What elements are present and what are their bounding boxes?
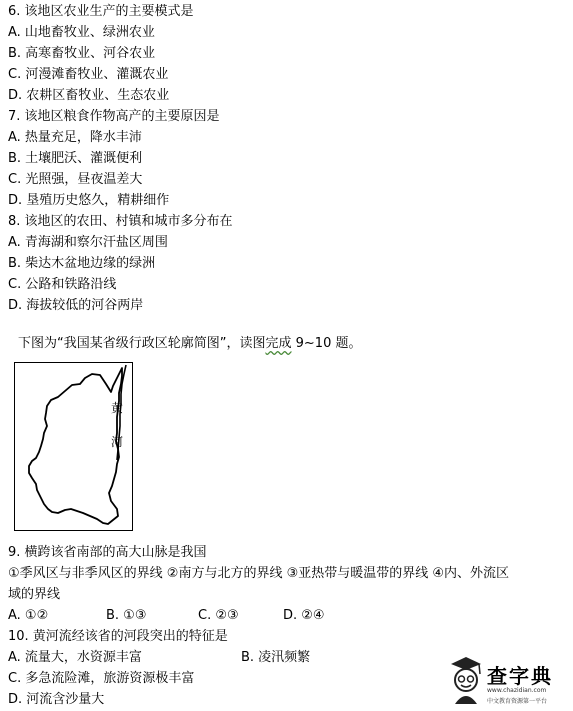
option-c: C. 光照强，昼夜温差大 [8,172,143,187]
option-d: D. 垦殖历史悠久，精耕细作 [8,193,170,208]
option-d: D. ②④ [283,608,325,623]
question-stem: 6. 该地区农业生产的主要模式是 [8,4,194,19]
option-d: D. 农耕区畜牧业、生态农业 [8,88,170,103]
question-stem: 9. 横跨该省南部的高大山脉是我国 [8,545,207,560]
option-b: B. 土壤肥沃、灌溉便利 [8,151,143,166]
intro-before: 下图为“我国某省级行政区轮廓简图”，读图 [18,336,266,351]
choice-statements-cont: 域的界线 [8,587,61,602]
option-a: A. 山地畜牧业、绿洲农业 [8,25,155,40]
logo-slogan: 中文教育资源第一平台 [487,698,548,705]
option-c: C. 多急流险滩，旅游资源极丰富 [8,671,195,686]
option-a: A. 流量大，水资源丰富 [8,650,142,665]
intro-after: 9~10 题。 [291,336,362,351]
river-label-1: 黄 [110,401,124,415]
logo-name: 查字典 [487,664,553,688]
option-c: C. 公路和铁路沿线 [8,277,117,292]
question-stem: 8. 该地区的农田、村镇和城市多分布在 [8,214,233,229]
option-c: C. 河漫滩畜牧业、灌溉农业 [8,67,169,82]
question-stem: 7. 该地区粮食作物高产的主要原因是 [8,109,220,124]
intro-underlined: 完成 [265,336,292,351]
option-b: B. 柴达木盆地边缘的绿洲 [8,256,156,271]
option-b: B. 高寒畜牧业、河谷农业 [8,46,156,61]
intro-text [18,335,361,353]
logo-url: www.chazidian.com [487,687,547,694]
river-label-2: 河 [110,435,124,449]
option-b: B. ①③ [106,608,147,623]
province-outline-map [14,362,133,531]
option-a: A. ①② [8,608,49,623]
option-c: C. ②③ [198,608,239,623]
chazidian-logo [447,654,567,708]
choice-statements: ①季风区与非季风区的界线 ②南方与北方的界线 ③亚热带与暖温带的界线 ④内、外流区 [8,566,510,581]
option-d: D. 海拔较低的河谷两岸 [8,298,144,313]
question-stem: 10. 黄河流经该省的河段突出的特征是 [8,629,228,644]
mascot-icon [447,654,485,706]
option-d: D. 河流含沙量大 [8,692,105,707]
option-a: A. 热量充足，降水丰沛 [8,130,142,145]
option-a: A. 青海湖和察尔汗盐区周围 [8,235,168,250]
option-b: B. 凌汛频繁 [241,650,311,665]
